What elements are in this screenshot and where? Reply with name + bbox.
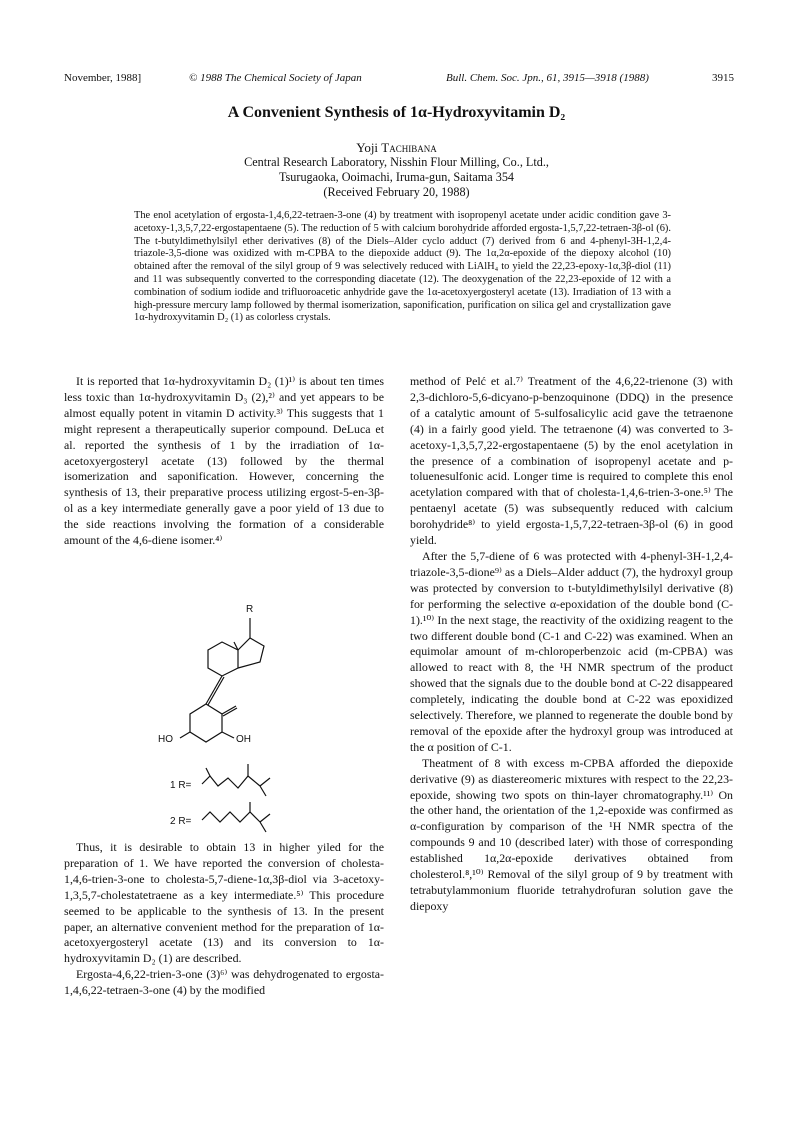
left-paragraph-2: Thus, it is desirable to obtain 13 in higher yiled for the preparation of 1. We have reported the conversion of cholesta-1,4,6-trien-3-one to cholesta-5,7-diene-1α,3β-diol via 3-acetoxy-1,3,5,7-cholestatetraene as a key intermediate.⁵⁾ This procedure seemed to be applicable to the synthesis of 13. In the present paper, an alternative convenient method for the preparation of 1α-acetoxyergosteryl acetate (13) and its conversion to 1α-hydroxyvitamin D₂ (1) are described. (64, 840, 384, 966)
received-date: (Received February 20, 1988) (323, 185, 470, 199)
author-first-name: Yoji (356, 140, 382, 155)
author-last-name: Tachibana (381, 140, 437, 155)
right-paragraph-1: method of Pelć et al.⁷⁾ Treatment of the 4,6,22-trienone (3) with 2,3-dichloro-5,6-dicyano-p-benzoquinone (DDQ) in the presence of a catalytic amount of 5-sulfosalicylic acid gave the tetraenone (4) in a fairly good yield. The tetraenone (4) was converted to 3-acetoxy-1,3,5,7,22-ergostapentaene (5) by the enol acetylation in the presence of a combination of isopropenyl acetate and p-toluenesulfonic acid. Longer time is required to complete this enol acetylation compared with that of cholesta-1,4,6-trien-3-one.⁵⁾ The pentaenyl acetate (5) was subsequently reduced with calcium borohydride⁸⁾ to yield ergosta-1,5,7,22-tetraen-3β-ol (6) in good yield. (410, 374, 733, 548)
cd-ring-system (208, 618, 264, 676)
right-paragraph-3: Theatment of 8 with excess m-CPBA afforded the diepoxide derivative (9) as diastereomeric mixtures with respect to the 22,23-epoxide, showing two spots on thin-layer chromatography.¹¹⁾ On the other hand, the orientation of the 1,2-epoxide was confirmed as α-configuration by comparison of the ¹H NMR spectra of the compounds 9 and 10 (described later) with those of corresponding established 1α,2α-epoxide derivatives obtained from cholesterol.⁸,¹⁰⁾ Removal of the silyl group of 9 by treatment with tetrabutylammonium fluoride tetrahydrofuran solution gave the diepoxy (410, 755, 733, 913)
abstract: The enol acetylation of ergosta-1,4,6,22-tetraen-3-one (4) by treatment with isopropenyl acetate under acidic condition gave 3-acetoxy-1,3,5,7,22-ergostapentaene (5). The reduction of 5 with calcium borohydride afforded ergosta-1,5,7,22-tetraen-3β-ol (6). The t-butyldimethylsilyl ether derivatives (8) of the Diels–Alder cyclo adduct (7) derived from 6 and 4-phenyl-3H-1,2,4-triazole-3,5-dione was oxidized with m-CPBA to the diepoxide adduct (9). The 1α,2α-epoxide of the diepoxy alcohol (10) obtained after the removal of the silyl group of 9 was selectively reduced with LiAlH₄ to yield the 22,23-epoxy-1α,3β-diol (11) and 11 was subsequently converted to the corresponding diacetate (12). The deoxygenation of the 22,23-epoxide of 12 with a combination of sodium iodide and trifluoroacetic anhydride gave the 1α-acetoxyergosteryl acetate (13). Irradiation of 13 with a high-pressure mercury lamp followed by thermal isomerization, saponification, purification on silica gel and crystallization gave 1α-hydroxyvitamin D₂ (1) as colorless crystals. (134, 210, 671, 324)
author-name (0, 140, 793, 155)
figure-oh-label: OH (236, 734, 251, 745)
side-chain-1 (202, 764, 270, 796)
right-column (410, 374, 733, 915)
header-journal-citation: Bull. Chem. Soc. Jpn., 61, 3915—3918 (1988) (446, 72, 649, 84)
header-date: November, 1988] (64, 72, 142, 84)
right-paragraph-2: After the 5,7-diene of 6 was protected with 4-phenyl-3H-1,2,4-triazole-3,5-dione⁹⁾ as a Diels–Alder adduct (7), the hydroxyl group was protected by conversion to t-butyldimethylsilyl derivative (8) for performing the selective α-epoxidation of the double bond (C-1).¹⁰⁾ In the next stage, the reactivity of the oxidizing reagent to the two different double bond (C-1 and C-22) was examined. When an equimolar amount of m-chloroperbenzoic acid (m-CPBA) was allowed to react with 8, the ¹H NMR spectrum of the product showed that the signals due to the double bond at C-22 disappeared completely, indicating the double bond at C-22 was epoxidized selectively. Therefore, we planned to regenerate the double bond by removal of the epoxide after the hydroxyl group was introduced at the α position of C-1. (410, 548, 733, 754)
left-column-bottom (64, 840, 384, 999)
header-page-number: 3915 (712, 72, 734, 84)
affiliation-line-2: Tsurugaoka, Ooimachi, Iruma-gun, Saitama 354 (278, 170, 515, 184)
a-ring (180, 704, 237, 742)
figure-r-label: R (246, 604, 254, 615)
triene-chain (206, 676, 224, 705)
left-column-top (64, 374, 384, 549)
left-paragraph-1: It is reported that 1α-hydroxyvitamin D₂ (1)¹⁾ is about ten times less toxic than 1α-hydroxyvitamin D₃ (2),²⁾ and yet appears to be almost equally potent in vitamin D activity.³⁾ This suggests that 1 might represent a therapeutically superior compound. DeLuca et al. reported the synthesis of 1 by the irradiation of 1α-acetoxyergosteryl acetate (13) followed by the thermal isomerization and saponification. However, concerning the synthesis of 13, their preparative process utilizing ergost-5-en-3β-ol as a key intermediate generally gave a poor yield of 13 due to the side reactions involving the formation of a considerable amount of the 4,6-diene isomer.⁴⁾ (64, 374, 384, 548)
figure-r1-label: 1 R= (170, 780, 192, 791)
header-copyright: © 1988 The Chemical Society of Japan (189, 72, 362, 84)
article-title: A Convenient Synthesis of 1α-Hydroxyvitamin D₂ (227, 104, 566, 121)
figure-ho-label: HO (158, 734, 173, 745)
left-paragraph-3: Ergosta-4,6,22-trien-3-one (3)⁶⁾ was dehydrogenated to ergosta-1,4,6,22-tetraen-3-one (4) by the modified (64, 967, 384, 998)
structure-figure (150, 598, 320, 838)
vitamin-d-structure-diagram (150, 598, 320, 838)
author-block (0, 140, 793, 200)
running-header (64, 72, 734, 88)
figure-r2-label: 2 R= (170, 816, 192, 827)
side-chain-2 (202, 802, 270, 832)
affiliation-line-1: Central Research Laboratory, Nisshin Flour Milling, Co., Ltd., (244, 155, 549, 169)
